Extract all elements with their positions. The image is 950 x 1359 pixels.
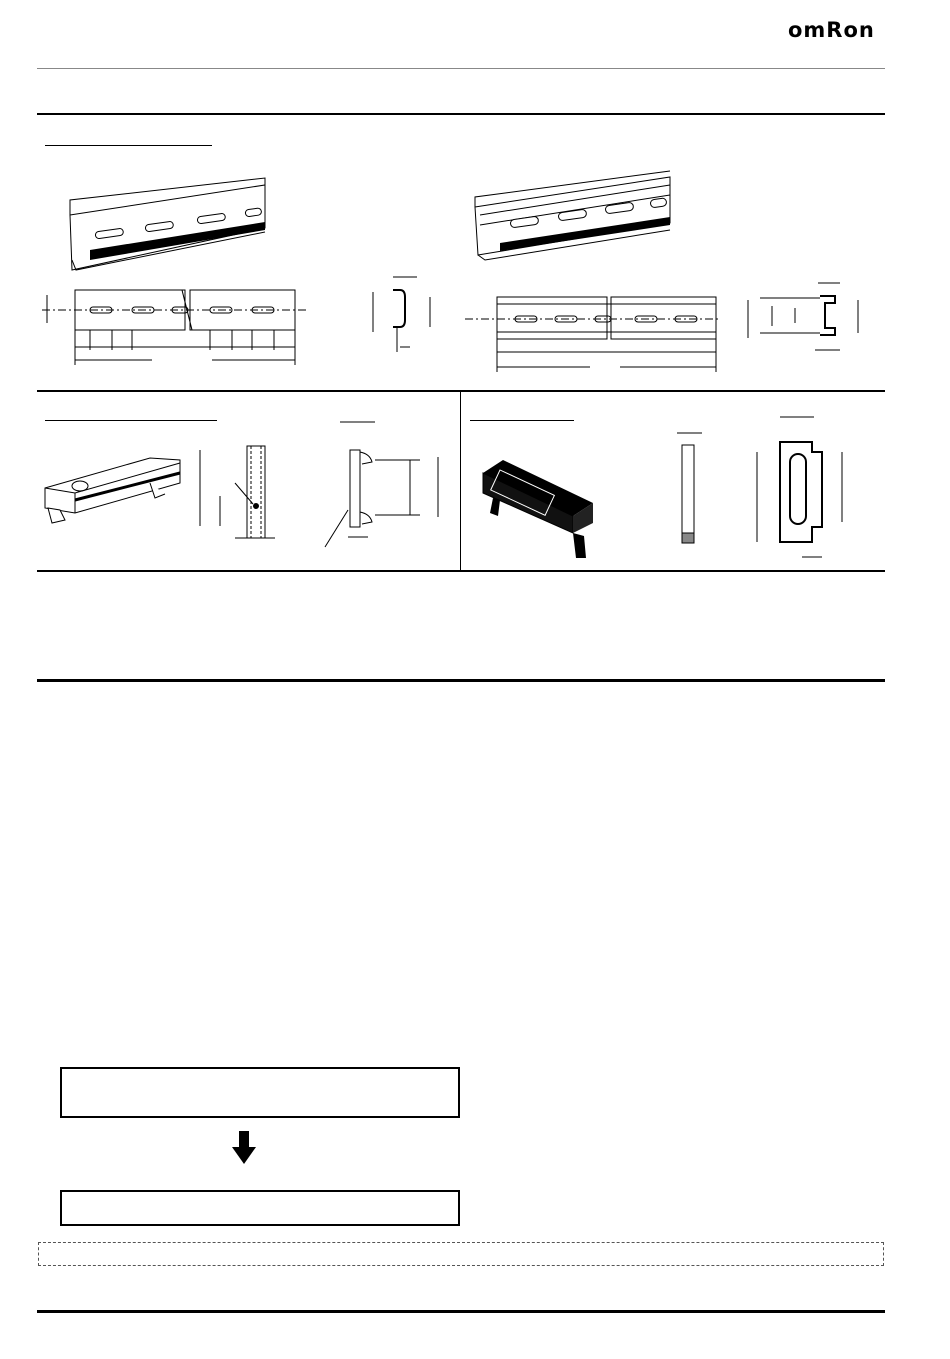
subsection-heading-underline-right <box>470 420 574 421</box>
din-rail-cross-section <box>365 272 440 357</box>
section-rule-bottom <box>37 570 885 572</box>
header-rule <box>37 68 885 69</box>
subsection-heading-underline <box>45 420 217 421</box>
section-heading-underline <box>45 145 212 146</box>
section-rule-middle <box>37 390 885 392</box>
down-arrow-icon <box>232 1131 256 1165</box>
din-rail-heavy-cross-section <box>740 278 870 358</box>
heavy-divider <box>37 679 885 682</box>
din-rail-heavy-perspective-figure <box>470 175 680 265</box>
din-rail-heavy-front-view <box>465 292 725 377</box>
end-plate-figure <box>478 458 598 568</box>
flow-step-bottom <box>60 1190 460 1226</box>
end-plate-side-view <box>752 412 862 562</box>
end-plate-screw-side-view <box>320 412 450 552</box>
end-plate-screw-front-view <box>195 438 285 548</box>
din-rail-front-view <box>42 285 312 370</box>
brand-logo: omRon <box>788 18 875 42</box>
din-rail-perspective-figure <box>60 180 280 275</box>
footer-rule <box>37 1310 885 1313</box>
section-divider <box>460 391 461 570</box>
dashed-note-box <box>38 1242 884 1266</box>
end-plate-front-view <box>672 425 712 545</box>
end-plate-screw-figure <box>40 448 185 538</box>
flow-step-top <box>60 1067 460 1118</box>
section-rule-top <box>37 113 885 115</box>
